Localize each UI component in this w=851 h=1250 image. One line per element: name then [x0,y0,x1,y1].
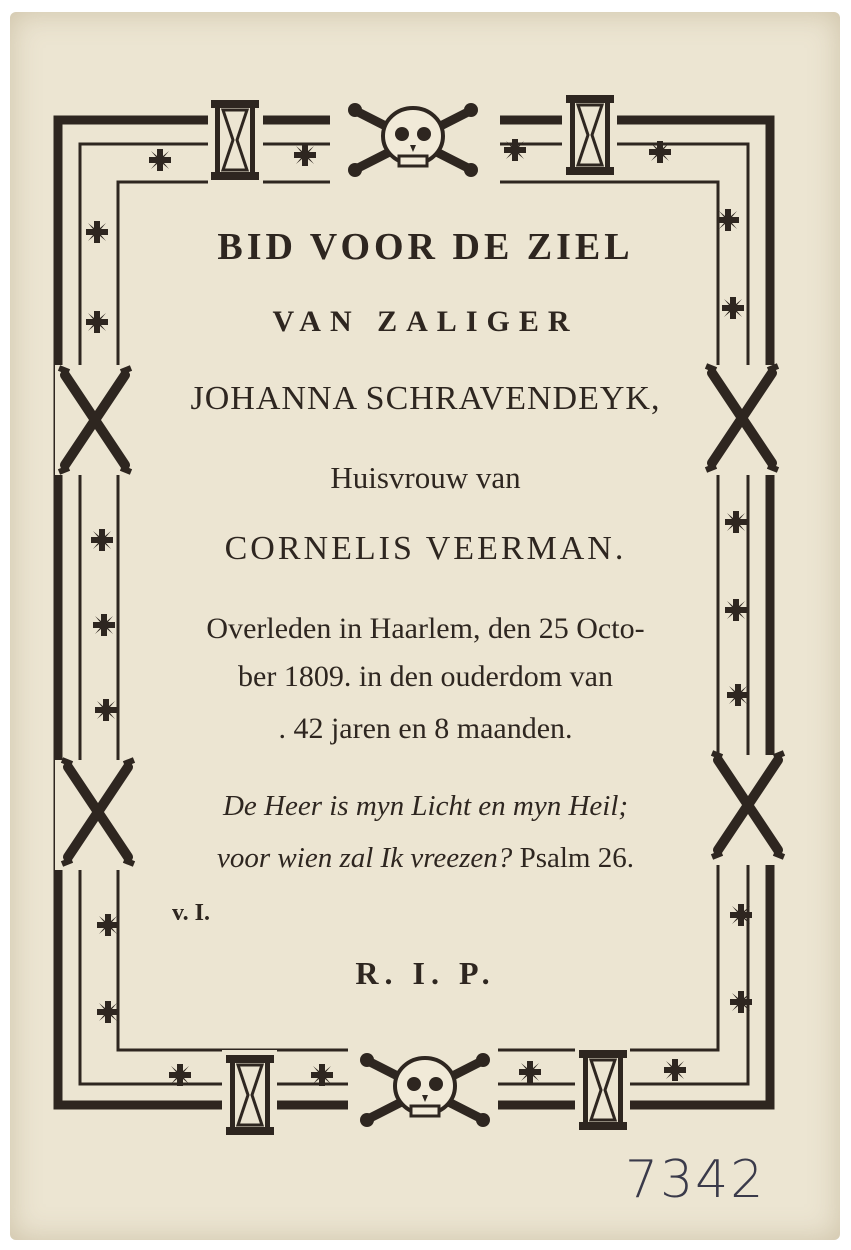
heading-deceased: VAN ZALIGER [272,305,579,338]
top-ornaments [149,92,671,186]
heading-prayer: BID VOOR DE ZIEL [217,226,634,268]
relation-line: Huisvrouw van [330,460,521,495]
cross-pattee-icon [664,1059,686,1081]
cross-pattee-icon [730,991,752,1013]
death-line-3: . 42 jaren en 8 maanden. [278,712,573,745]
verse-text: voor wien zal Ik vreezen? [217,842,513,874]
bottom-ornaments [169,1045,686,1138]
cross-pattee-icon [97,1001,119,1023]
cross-pattee-icon [519,1061,541,1083]
spouse-name: CORNELIS VEERMAN. [224,530,627,567]
cross-pattee-icon [311,1064,333,1086]
verse-line-1: De Heer is myn Licht en myn Heil; [222,790,629,822]
verse-number: v. I. [172,900,211,926]
cross-pattee-icon [149,149,171,171]
catalog-number: 7342 [625,1150,766,1210]
death-line-1: Overleden in Haarlem, den 25 Octo- [206,612,645,645]
cross-pattee-icon [649,141,671,163]
cross-pattee-icon [294,144,316,166]
cross-pattee-icon [730,904,752,926]
verse-line-2 [0,842,851,875]
cross-pattee-icon [97,914,119,936]
cross-pattee-icon [169,1064,191,1086]
deceased-name: JOHANNA SCHRAVENDEYK, [190,380,661,417]
closing-rip: R. I. P. [355,955,496,991]
death-line-2: ber 1809. in den ouderdom van [238,660,613,693]
psalm-reference: Psalm 26. [512,842,634,874]
cross-pattee-icon [504,139,526,161]
